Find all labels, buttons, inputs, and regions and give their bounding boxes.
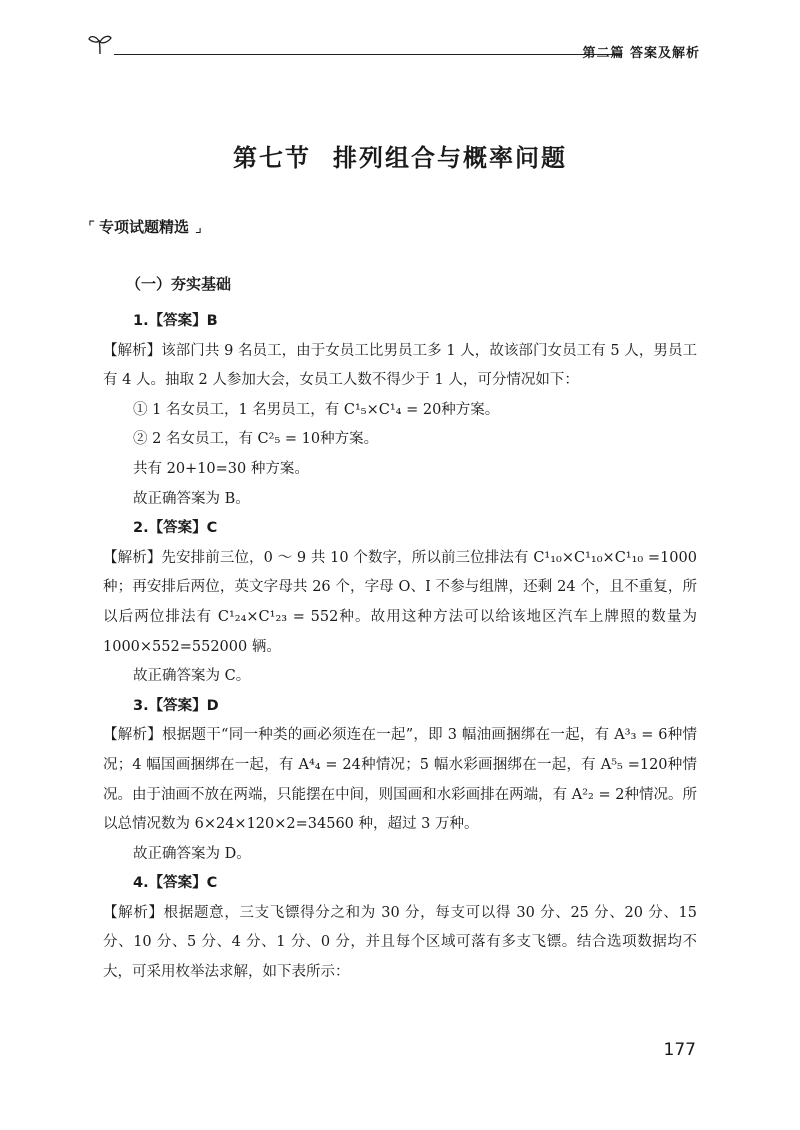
answer-4: 4.【答案】C [133,875,218,892]
page-header [88,32,700,62]
subheading: （一）夯实基础 [126,275,232,293]
page-number: 177 [663,1040,696,1060]
section-topic: 排列组合与概率问题 [333,144,567,172]
analysis-2: 【解析】先安排前三位，0 ～ 9 共 10 个数字，所以前三位排法有 C¹₁₀×C¹₁₀×C¹₁₀ =1000种；再安排后两位，英文字母共 26 个，字母 O、I 不参与组牌，还剩 24 个，且不重复，所以后两位排法有 C¹₂₄×C¹₂₃ = 552种。故用这种方法可以给该地区汽车上牌照的数量为 1000×552=552000 辆。 [103,549,697,655]
right-corner-bracket: ⌟ [195,218,203,236]
section-label [88,216,202,237]
total-1: 共有 20+10=30 种方案。 [133,460,309,477]
case-2: ② 2 名女员工，有 C²₅ = 10种方案。 [133,431,379,448]
running-head: 第二篇 答案及解析 [582,46,700,61]
sprout-icon [88,32,114,56]
answer-3: 3.【答案】D [133,697,219,714]
analysis-4: 【解析】根据题意，三支飞镖得分之和为 30 分，每支可以得 30 分、25 分、20 分、15 分、10 分、5 分、4 分、1 分、0 分，并且每个区域可落有多支飞镖。结合选项数据均不大，可采用枚举法求解，如下表所示： [103,904,697,981]
answer-2: 2.【答案】C [133,520,218,537]
analysis-1: 【解析】该部门共 9 名员工，由于女员工比男员工多 1 人，故该部门女员工有 5 人，男员工有 4 人。抽取 2 人参加大会，女员工人数不得少于 1 人，可分情况如下： [103,342,697,389]
answer-content [103,307,697,988]
section-label-text: 专项试题精选 [99,218,190,236]
left-corner-bracket: ⌜ [88,218,96,236]
header-rule [114,54,622,55]
answer-1: 1.【答案】B [133,313,218,329]
section-number: 第七节 [233,144,311,172]
conclusion-3: 故正确答案为 D。 [133,845,251,862]
page-title [0,138,800,173]
case-1: ① 1 名女员工，1 名男员工，有 C¹₅×C¹₄ = 20种方案。 [133,401,500,418]
conclusion-1: 故正确答案为 B。 [133,490,250,507]
conclusion-2: 故正确答案为 C。 [133,668,251,685]
analysis-3: 【解析】根据题干“同一种类的画必须连在一起”，即 3 幅油画捆绑在一起，有 A³₃ = 6种情况；4 幅国画捆绑在一起，有 A⁴₄ = 24种情况；5 幅水彩画捆绑在一起，有 A⁵₅ =120种情况。由于油画不放在两端，只能摆在中间，则国画和水彩画排在两端，有 A²₂ = 2种情况。所以总情况数为 6×24×120×2=34560 种，超过 3 万种。 [103,727,697,833]
